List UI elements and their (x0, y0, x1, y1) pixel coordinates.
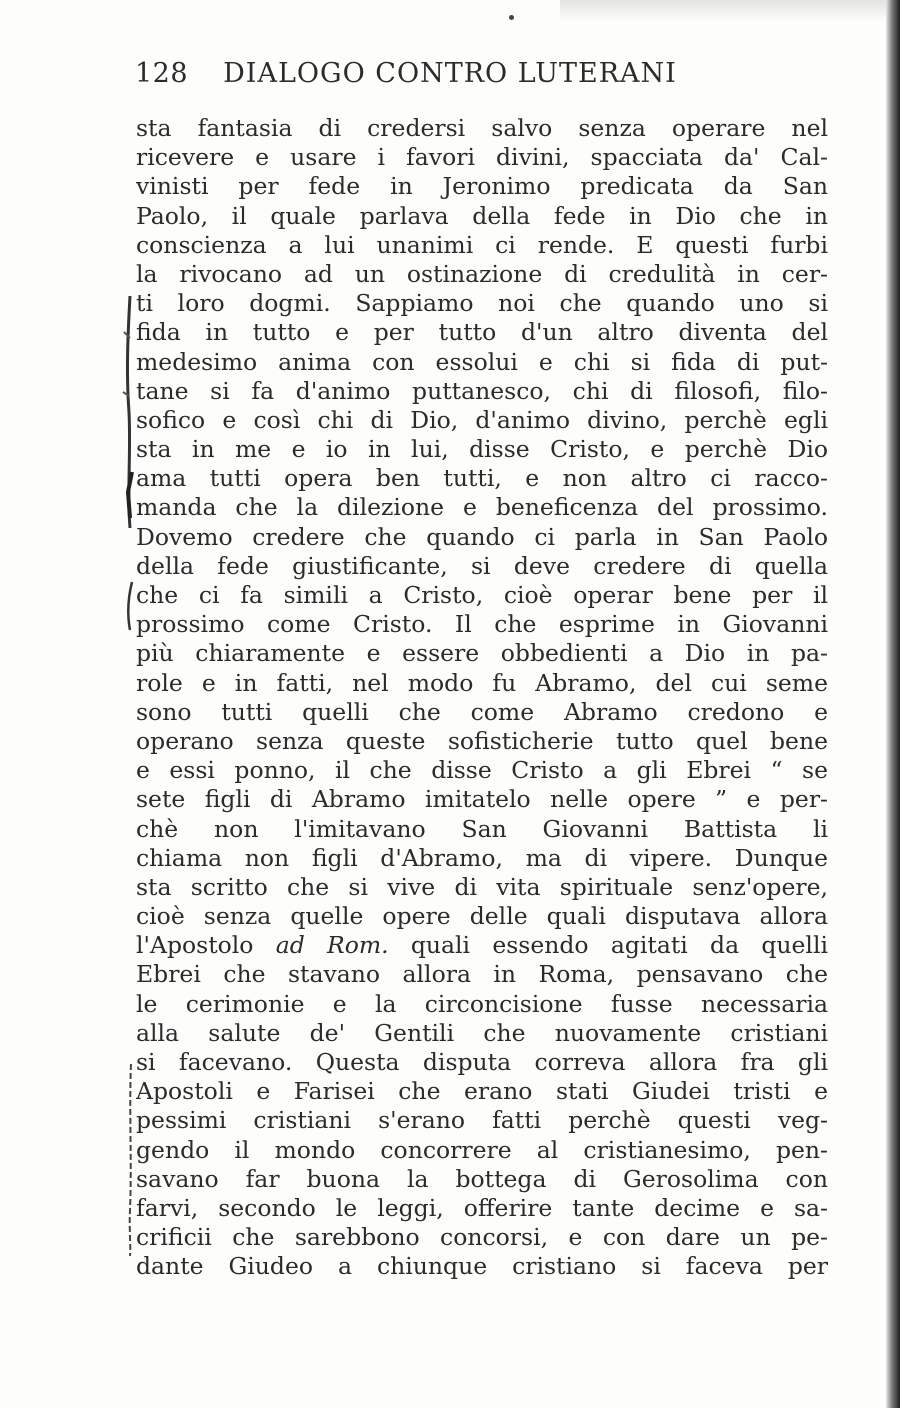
text-line: operano senza queste sofisticherie tutto quel bene (136, 726, 828, 755)
margin-bracket-mark (118, 1060, 136, 1260)
text-line: crificii che sarebbono concorsi, e con dare un pe- (136, 1223, 828, 1252)
text-line: ricevere e usare i favori divini, spacciata da' Cal- (136, 143, 828, 172)
body-text (136, 114, 828, 1282)
text-line: conscienza a lui unanimi ci rende. E questi furbi (136, 230, 828, 259)
text-line: sta fantasia di credersi salvo senza operare nel (136, 114, 828, 142)
text-line: pessimi cristiani s'erano fatti perchè questi veg- (136, 1106, 828, 1135)
text-line: chè non l'imitavano San Giovanni Battista li (136, 814, 828, 843)
text-line: ti loro dogmi. Sappiamo noi che quando uno si (136, 289, 828, 318)
page-edge-shadow (886, 0, 900, 1408)
text-line: cioè senza quelle opere delle quali disputava allora (136, 902, 828, 931)
text-line: che ci fa simili a Cristo, cioè operar bene per il (136, 581, 828, 609)
running-title: DIALOGO CONTRO LUTERANI (223, 58, 677, 89)
ink-speck (509, 15, 514, 20)
italic-citation: ad Rom. (275, 931, 389, 960)
line-segment: quali essendo agitati da quelli (388, 931, 828, 960)
text-line: savano far buona la bottega di Gerosolima con (136, 1164, 828, 1193)
text-line: gendo il mondo concorrere al cristianesimo, pen- (136, 1135, 828, 1164)
text-line: della fede giustificante, si deve credere di quella (136, 551, 828, 580)
text-line-with-italic (136, 931, 828, 960)
text-line: Apostoli e Farisei che erano stati Giudei tristi e (136, 1077, 828, 1106)
text-line: alla salute de' Gentili che nuovamente cristiani (136, 1018, 828, 1047)
margin-bracket-mark (118, 470, 136, 520)
text-line: prossimo come Cristo. Il che esprime in Giovanni (136, 610, 828, 639)
text-line: e essi ponno, il che disse Cristo a gli Ebrei “ se (136, 756, 828, 785)
text-line: tane si fa d'animo puttanesco, chi di filosofi, filo- (136, 376, 828, 405)
text-line: ama tutti opera ben tutti, e non altro ci racco- (136, 464, 828, 493)
text-line: sta scritto che si vive di vita spirituale senz'opere, (136, 872, 828, 901)
text-line: role e in fatti, nel modo fu Abramo, del cui seme (136, 668, 828, 697)
text-line: più chiaramente e essere obbedienti a Dio in pa- (136, 639, 828, 668)
running-header (135, 58, 835, 98)
text-line: sofico e così chi di Dio, d'animo divino, perchè egli (136, 405, 828, 434)
text-line: Paolo, il quale parlava della fede in Dio che in (136, 201, 828, 230)
text-line: sete figli di Abramo imitatelo nelle opere ” e per- (136, 785, 828, 814)
page-edge-shade (560, 0, 886, 22)
margin-bracket-mark (118, 580, 136, 632)
text-line: le cerimonie e la circoncisione fusse necessaria (136, 989, 828, 1018)
text-line: manda che la dilezione e beneficenza del prossimo. (136, 493, 828, 522)
text-line: fida in tutto e per tutto d'un altro diventa del (136, 318, 828, 347)
text-line: medesimo anima con essolui e chi si fida di put- (136, 347, 828, 376)
page-number: 128 (135, 58, 189, 89)
line-segment: l'Apostolo (136, 931, 276, 960)
text-line: la rivocano ad un ostinazione di credulità in cer- (136, 259, 828, 288)
text-line: vinisti per fede in Jeronimo predicata da San (136, 172, 828, 201)
text-line: chiama non figli d'Abramo, ma di vipere. Dunque (136, 843, 828, 872)
text-line: si facevano. Questa disputa correva allora fra gli (136, 1048, 828, 1076)
text-line: sta in me e io in lui, disse Cristo, e perchè Dio (136, 435, 828, 464)
text-line: dante Giudeo a chiunque cristiano si faceva per (136, 1252, 828, 1281)
text-line: Ebrei che stavano allora in Roma, pensavano che (136, 960, 828, 989)
text-line: Dovemo credere che quando ci parla in San Paolo (136, 522, 828, 551)
text-line: farvi, secondo le leggi, offerire tante decime e sa- (136, 1193, 828, 1222)
text-line: sono tutti quelli che come Abramo credono e (136, 697, 828, 726)
